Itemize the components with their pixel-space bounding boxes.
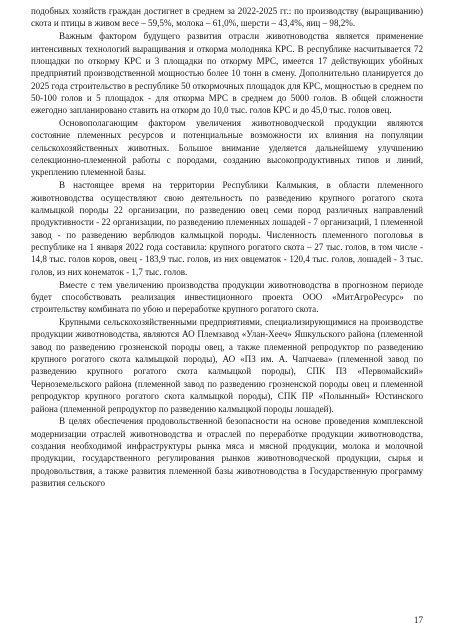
page-number: 17: [413, 615, 423, 625]
paragraph-continuation: подобных хозяйств граждан достигнет в среднем за 2022-2025 гг.: по производству (выращиванию) скота и птицы в живом весе – 59,5%, молока – 61,0%, шерсти – 43,4%, яиц – 98,2%.: [31, 6, 423, 29]
document-body: [31, 5, 423, 490]
paragraph-breeding-resources: Основополагающим фактором увеличения животноводческой продукции являются состояние племенных ресурсов и потенциальные возможности их влияния на популяции сельскохозяйственных животных. Большое внимание уделяется дальнейшему улучшению селекционно-племенной работы с породами, созданию высокопродуктивных типов и линий, укреплению племенной базы.: [31, 118, 423, 178]
paragraph-fattening-technologies: Важным фактором будущего развития отрасли животноводства является применение интенсивных технологий выращивания и откорма молодняка КРС. В республике насчитывается 72 площадки по откорму КРС и 3 площадки по откорму МРС, имеется 17 действующих убойных предприятий производственной мощностью более 10 тонн в смену. Дополнительно планируется до 2025 года строительство в республике 50 откормочных площадок для КРС, мощностью в среднем по 50-100 голов и 5 площадок - для откорма МРС в среднем до 5000 голов. В общей сложности ежегодно запланировано ставить на откорм до 10,0 тыс. голов КРС и до 45,0 тыс. голов овец.: [31, 31, 423, 116]
paragraph-major-enterprises: Крупными сельскохозяйственными предприятиями, специализирующимися на производстве продукции животноводства, являются АО Племзавод «Улан-Хееч» Яшкульского района (племенной завод по разведению грозненской породы овец, а также племенной репродуктор по разведению крупного рогатого скота калмыцкой породы), АО «ПЗ им. А. Чапчаева» (племенной завод по разведению крупного рогатого скота калмыцкой породы), СПК ПЗ «Первомайский» Черноземельского района (племенной завод по разведению грозненской породы овец и племенной репродуктор крупного рогатого скота калмыцкой породы), СПК ПР «Полынный» Юстинского района (племенной репродуктор по разведению калмыцкой породы лошадей).: [31, 317, 423, 414]
paragraph-breeding-organizations: В настоящее время на территории Республики Калмыкия, в области племенного животноводства осуществляют свою деятельность по разведению крупного рогатого скота калмыцкой породы 22 организации, по разведению овец семи пород различных направлений продуктивности - 22 организации, по разведению племенных лошадей - 7 организаций, 1 племенной завод - по разведению верблюдов калмыцкой породы. Численность племенного поголовья в республике на 1 января 2022 года составила: крупного рогатого скота – 27 тыс. голов, в том числе - 14,8 тыс. голов коров, овец - 183,9 тыс. голов, из них овцематок - 120,4 тыс. голов, лошадей - 3 тыс. голов, из них конематок - 1,7 тыс. голов.: [31, 180, 423, 277]
paragraph-investment-project: Вместе с тем увеличению производства продукции животноводства в прогнозном периоде будет способствовать реализация инвестиционного проекта ООО «МитАгроРесурс» по строительству комбината по убою и переработке крупного рогатого скота.: [31, 279, 423, 315]
paragraph-food-security: В целях обеспечения продовольственной безопасности на основе проведения комплексной модернизации отраслей животноводства и отраслей по переработке продукции животноводства, создания необходимой инфраструктуры рынка мяса и мясной продукции, молока и молочной продукции, государственного регулирования рынков животноводческой продукции, сырья и продовольствия, а также развития племенной базы животноводства в Государственную программу развития сельского: [31, 416, 423, 489]
